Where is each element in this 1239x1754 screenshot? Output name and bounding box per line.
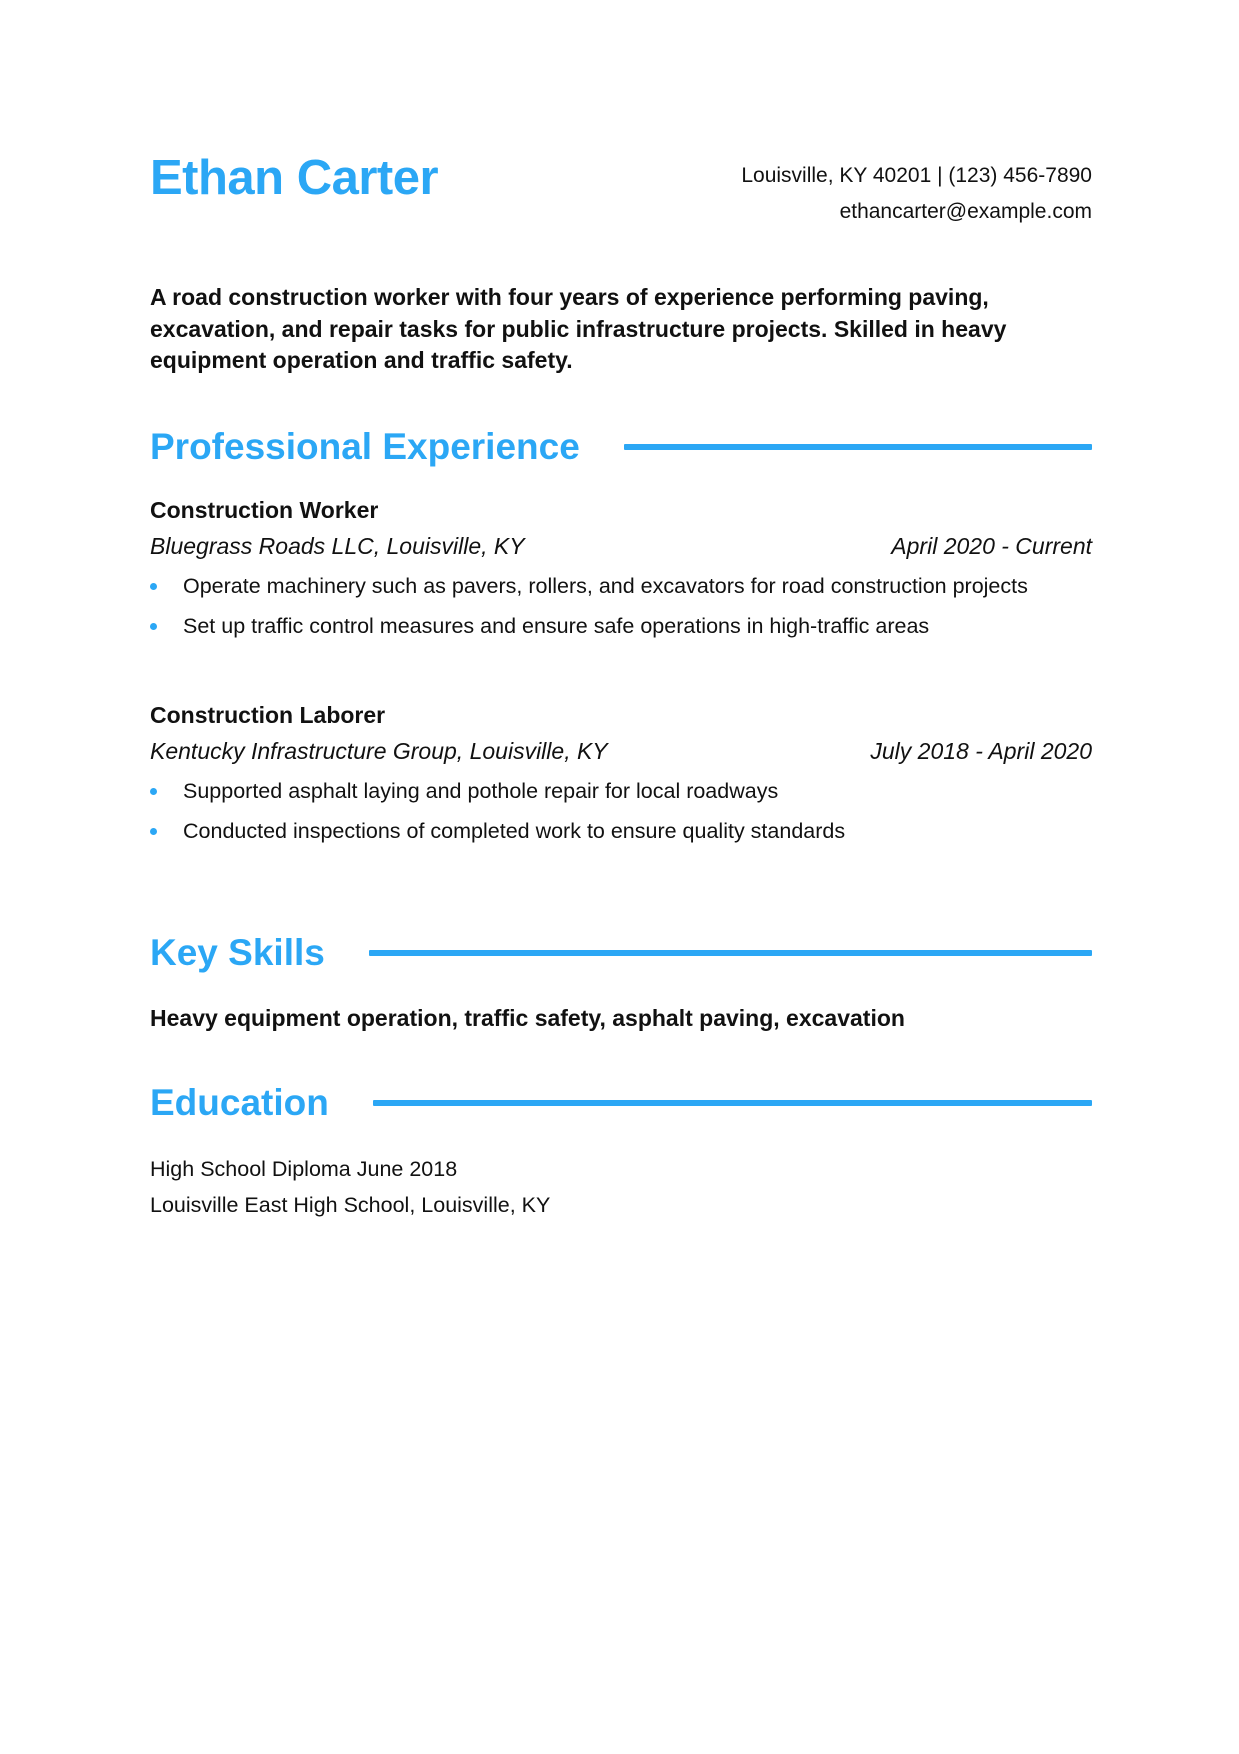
school: Louisville East High School, Louisville, KY <box>150 1193 551 1217</box>
skills-section-header <box>150 928 1092 978</box>
bullet-dot-icon <box>150 583 157 590</box>
candidate-name: Ethan Carter <box>150 151 439 205</box>
section-title-education: Education <box>150 1082 329 1123</box>
job-entry <box>150 700 1092 857</box>
bullet-text: Supported asphalt laying and pothole repair for local roadways <box>183 779 779 803</box>
section-title-experience: Professional Experience <box>150 426 580 467</box>
job-bullets <box>150 777 1092 846</box>
job-dates: April 2020 - Current <box>891 533 1092 559</box>
location-phone: Louisville, KY 40201 | (123) 456-7890 <box>741 164 1092 187</box>
job-company: Bluegrass Roads LLC, Louisville, KY <box>150 533 525 559</box>
job-company: Kentucky Infrastructure Group, Louisville, KY <box>150 738 608 764</box>
bullet-dot-icon <box>150 623 157 630</box>
section-divider <box>373 1100 1092 1106</box>
job-meta <box>150 531 1092 562</box>
education-section-header <box>150 1078 1092 1128</box>
section-title-skills: Key Skills <box>150 932 325 973</box>
job-title: Construction Laborer <box>150 702 386 728</box>
bullet-dot-icon <box>150 828 157 835</box>
job-entry <box>150 495 1092 652</box>
section-divider <box>369 950 1092 956</box>
job-dates: July 2018 - April 2020 <box>870 738 1092 764</box>
professional-summary: A road construction worker with four years of experience performing paving, excavation, and repair tasks for public infrastructure projects. Skilled in heavy equipment operation and traffic safety. <box>150 284 1007 373</box>
list-item <box>150 777 1043 806</box>
bullet-text: Conducted inspections of completed work to ensure quality standards <box>183 819 846 843</box>
list-item <box>150 817 1043 846</box>
email-address: ethancarter@example.com <box>839 200 1092 223</box>
experience-section-header <box>150 422 1092 472</box>
job-title: Construction Worker <box>150 497 379 523</box>
education-entry <box>150 1151 550 1223</box>
job-meta <box>150 736 1092 767</box>
list-item <box>150 612 1043 641</box>
degree: High School Diploma June 2018 <box>150 1157 458 1181</box>
bullet-text: Set up traffic control measures and ensure safe operations in high-traffic areas <box>183 614 930 638</box>
bullet-dot-icon <box>150 788 157 795</box>
skills-list: Heavy equipment operation, traffic safety, asphalt paving, excavation <box>150 1005 905 1031</box>
list-item <box>150 572 1043 601</box>
bullet-text: Operate machinery such as pavers, rollers, and excavators for road construction projects <box>183 574 1028 598</box>
contact-info <box>741 158 1092 230</box>
job-bullets <box>150 572 1092 641</box>
section-divider <box>624 444 1092 450</box>
resume-header <box>150 148 1092 238</box>
